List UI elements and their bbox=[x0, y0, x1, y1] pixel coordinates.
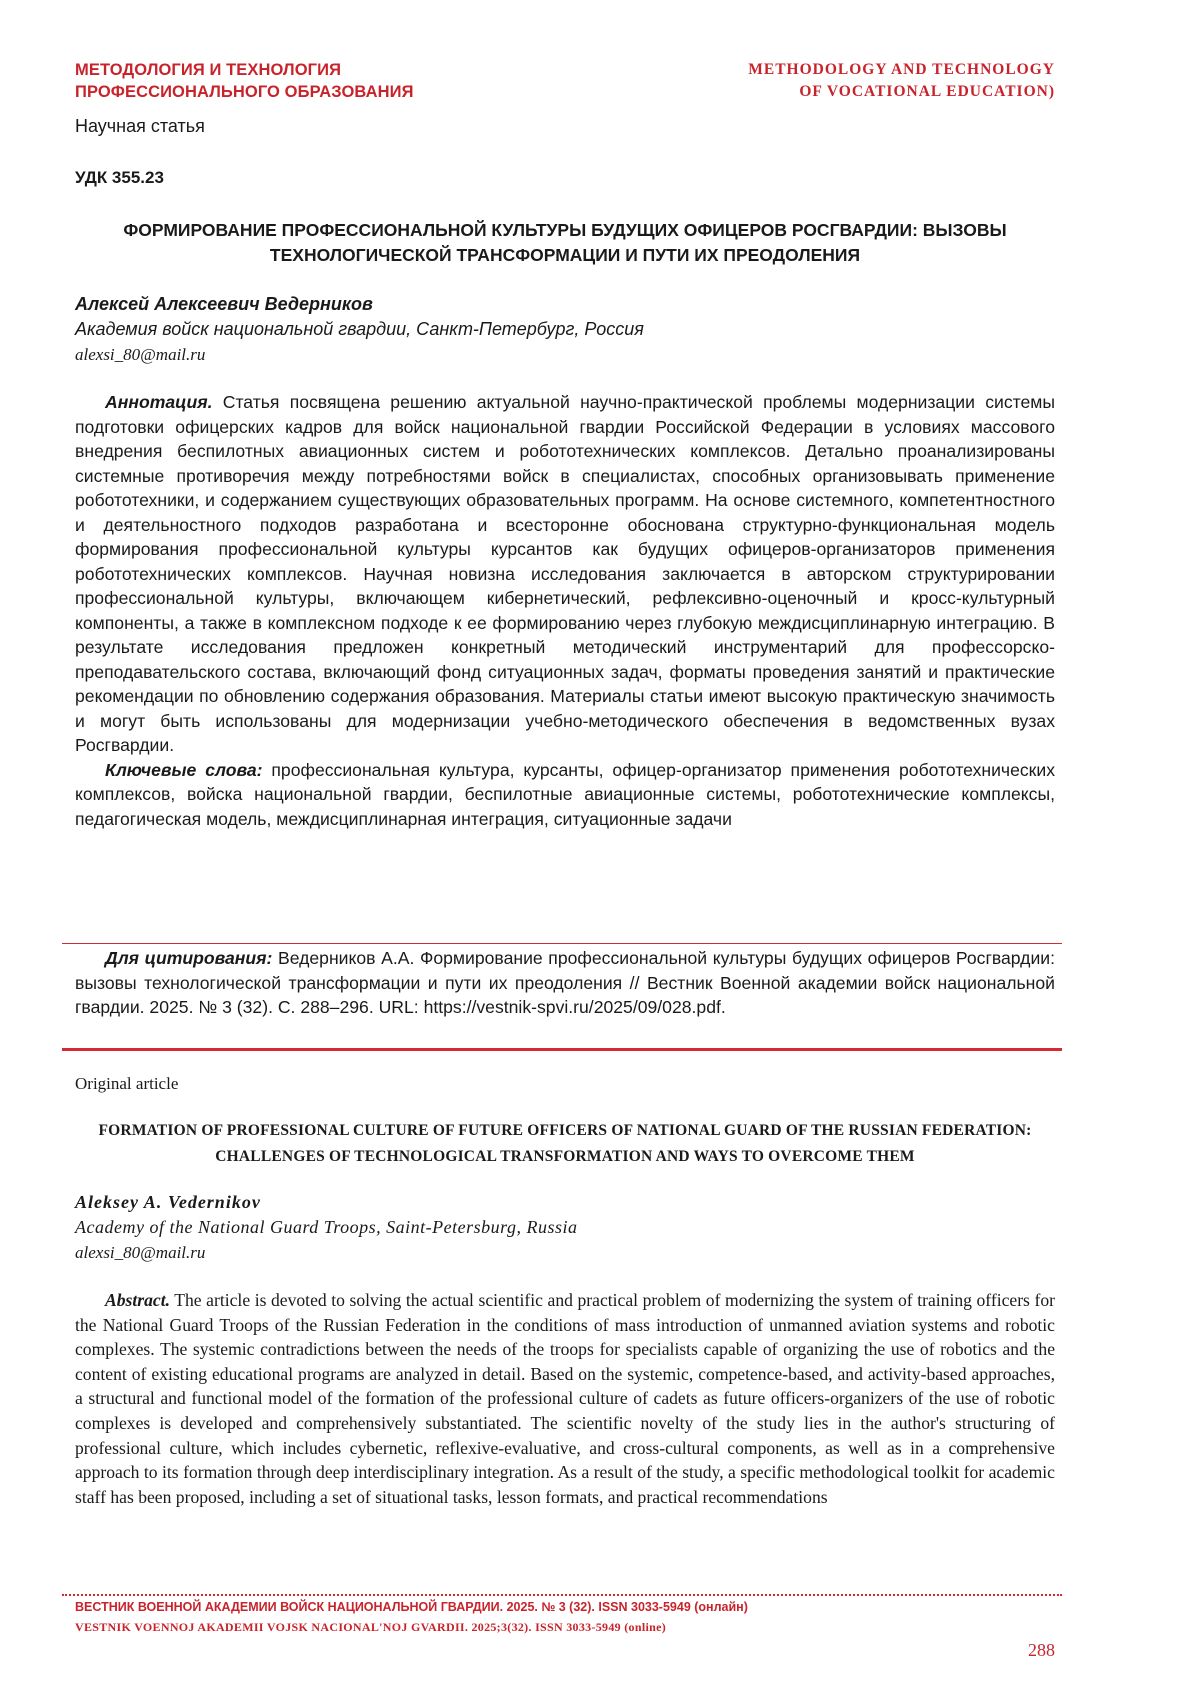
author-block-ru bbox=[75, 292, 1055, 367]
article-type-en: Original article bbox=[75, 1074, 179, 1093]
footer-journal-en: VESTNIK VOENNOJ AKADEMII VOJSK NACIONAL'NOJ GVARDII. 2025;3(32). ISSN 3033-5949 (online) bbox=[75, 1620, 666, 1634]
journal-title-en-line1: METHODOLOGY AND TECHNOLOGY bbox=[748, 61, 1055, 78]
journal-title-ru bbox=[75, 59, 414, 103]
divider-thick bbox=[62, 1048, 1062, 1051]
author-name-ru: Алексей Алексеевич Ведерников bbox=[75, 294, 373, 314]
citation-text: Ведерников А.А. Формирование профессиональной культуры будущих офицеров Росгвардии: вызовы технологической трансформации и пути их преодоления // Вестник Военной академии войск национальной гвардии. 2025. № 3 (32). С. 288–296. URL: https://vestnik-spvi.ru/2025/09/028.pdf. bbox=[75, 948, 1055, 1017]
article-title-en: FORMATION OF PROFESSIONAL CULTURE OF FUTURE OFFICERS OF NATIONAL GUARD OF THE RUSSIAN FEDERATION: CHALLENGES OF TECHNOLOGICAL TRANSFORMATION AND WAYS TO OVERCOME THEM bbox=[98, 1122, 1032, 1165]
abstract-en bbox=[75, 1288, 1055, 1509]
abstract-label-en: Abstract. bbox=[105, 1290, 171, 1310]
journal-title-ru-line1: МЕТОДОЛОГИЯ И ТЕХНОЛОГИЯ bbox=[75, 61, 342, 79]
author-email-ru[interactable]: alexsi_80@mail.ru bbox=[75, 345, 206, 364]
abstract-paragraph-en bbox=[75, 1288, 1055, 1509]
abstract-text-ru: Статья посвящена решению актуальной научно-практической проблемы модернизации системы подготовки офицерских кадров для войск национальной гвардии Российской Федерации в условиях массового внедрения беспилотных авиационных систем и робототехнических комплексов. Детально проанализированы системные противоречия между потребностями войск в специалистах, способных организовывать применение робототехники, и содержанием существующих образовательных программ. На основе системного, компетентностного и деятельностного подходов разработана и всесторонне обоснована структурно-функциональная модель формирования профессиональной культуры курсантов как будущих офицеров-организаторов применения робототехнических комплексов. Научная новизна исследования заключается в авторском структурировании профессиональной культуры, включающем кибернетический, рефлексивно-оценочный и кросс-культурный компоненты, а также в комплексном подходе к ее формированию через глубокую междисциплинарную интеграцию. В результате исследования предложен конкретный методический инструментарий для профессорско-преподавательского состава, включающий фонд ситуационных задач, форматы проведения занятий и практические рекомендации по обновлению содержания образования. Материалы статьи имеют высокую практическую значимость и могут быть использованы для модернизации учебно-методического обеспечения в ведомственных вузах Росгвардии. bbox=[75, 392, 1055, 755]
citation-label: Для цитирования: bbox=[105, 948, 273, 968]
author-block-en bbox=[75, 1190, 1055, 1265]
citation-paragraph bbox=[75, 946, 1055, 1020]
footer-journal-ru: ВЕСТНИК ВОЕННОЙ АКАДЕМИИ ВОЙСК НАЦИОНАЛЬНОЙ ГВАРДИИ. 2025. № 3 (32). ISSN 3033-5949 (онлайн) bbox=[75, 1600, 748, 1614]
footer-divider bbox=[62, 1594, 1062, 1596]
author-email-en[interactable]: alexsi_80@mail.ru bbox=[75, 1243, 206, 1262]
keywords-text-ru: профессиональная культура, курсанты, офицер-организатор применения робототехнических комплексов, войска национальной гвардии, беспилотные авиационные системы, робототехнические комплексы, педагогическая модель, междисциплинарная интеграция, ситуационные задачи bbox=[75, 759, 1055, 829]
keywords-paragraph-ru bbox=[75, 758, 1055, 832]
author-affiliation-ru: Академия войск национальной гвардии, Санкт-Петербург, Россия bbox=[75, 319, 644, 339]
journal-title-en bbox=[748, 59, 1055, 103]
abstract-label-ru: Аннотация. bbox=[105, 392, 213, 412]
abstract-paragraph-ru bbox=[75, 390, 1055, 758]
journal-title-ru-line2: ПРОФЕССИОНАЛЬНОГО ОБРАЗОВАНИЯ bbox=[75, 83, 414, 101]
abstract-text-en: The article is devoted to solving the actual scientific and practical problem of modernizing the system of training officers for the National Guard Troops of the Russian Federation in the conditions of mass introduction of unmanned aviation systems and robotic complexes. The systemic contradictions between the needs of the troops for specialists capable of organizing the use of robotics and the content of existing educational programs are analyzed in detail. Based on the systemic, competence-based, and activity-based approaches, a structural and functional model of the formation of the professional culture of cadets as future officers-organizers of the use of robotic complexes is developed and comprehensively substantiated. The scientific novelty of the study lies in the author's structuring of professional culture, which includes cybernetic, reflexive-evaluative, and cross-cultural components, as well as in a comprehensive approach to its formation through deep interdisciplinary integration. As a result of the study, a specific methodological toolkit for academic staff has been proposed, including a set of situational tasks, lesson formats, and practical recommendations bbox=[75, 1290, 1055, 1507]
article-title-ru: ФОРМИРОВАНИЕ ПРОФЕССИОНАЛЬНОЙ КУЛЬТУРЫ БУДУЩИХ ОФИЦЕРОВ РОСГВАРДИИ: ВЫЗОВЫ ТЕХНОЛОГИЧЕСКОЙ ТРАНСФОРМАЦИИ И ПУТИ ИХ ПРЕОДОЛЕНИЯ bbox=[123, 220, 1007, 265]
article-type-ru: Научная статья bbox=[75, 116, 205, 136]
abstract-ru bbox=[75, 390, 1055, 831]
journal-title-en-line2: OF VOCATIONAL EDUCATION) bbox=[799, 83, 1055, 100]
author-name-en: Aleksey A. Vedernikov bbox=[75, 1192, 261, 1212]
author-affiliation-en: Academy of the National Guard Troops, Saint-Petersburg, Russia bbox=[75, 1217, 578, 1237]
citation-ru bbox=[75, 946, 1055, 1020]
udk-code: УДК 355.23 bbox=[75, 168, 164, 187]
page-number: 288 bbox=[1028, 1640, 1055, 1660]
keywords-label-ru: Ключевые слова: bbox=[105, 759, 263, 780]
divider-thin bbox=[62, 943, 1062, 944]
